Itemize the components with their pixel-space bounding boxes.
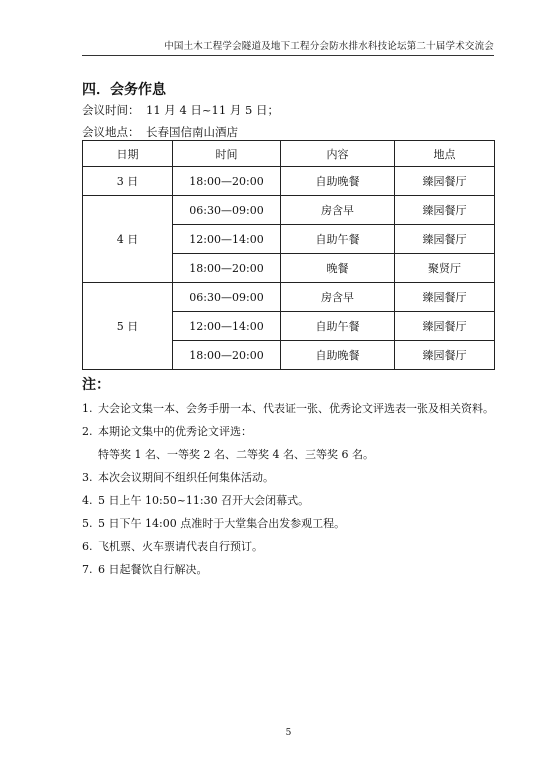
list-item bbox=[82, 558, 512, 581]
note-number: 5. bbox=[82, 517, 93, 530]
header-place: 地点 bbox=[395, 141, 495, 167]
note-text: 5 日下午 14:00 点准时于大堂集合出发参观工程。 bbox=[98, 517, 346, 530]
time-cell: 06:30—09:00 bbox=[173, 196, 281, 225]
time-cell: 18:00—20:00 bbox=[173, 254, 281, 283]
list-item bbox=[82, 397, 512, 420]
meeting-time-value: 11 月 4 日~11 月 5 日； bbox=[146, 103, 279, 117]
day-cell: 3 日 bbox=[83, 167, 173, 196]
table-row bbox=[83, 196, 495, 225]
note-text: 5 日上午 10:50~11:30 召开大会闭幕式。 bbox=[98, 494, 310, 507]
place-cell: 臻园餐厅 bbox=[395, 196, 495, 225]
header-content: 内容 bbox=[281, 141, 395, 167]
running-header: 中国土木工程学会隧道及地下工程分会防水排水科技论坛第二十届学术交流会 bbox=[164, 41, 494, 52]
header-divider bbox=[82, 55, 494, 56]
content-cell: 自助晚餐 bbox=[281, 167, 395, 196]
notes-list bbox=[82, 397, 512, 581]
time-cell: 18:00—20:00 bbox=[173, 167, 281, 196]
note-subtext: 特等奖 1 名、一等奖 2 名、二等奖 4 名、三等奖 6 名。 bbox=[98, 448, 374, 461]
list-item bbox=[82, 535, 512, 558]
page-number: 5 bbox=[285, 728, 292, 738]
place-cell: 聚贤厅 bbox=[395, 254, 495, 283]
note-text: 本次会议期间不组织任何集体活动。 bbox=[98, 471, 274, 484]
schedule-table bbox=[82, 140, 495, 370]
list-item bbox=[82, 466, 512, 489]
place-cell: 臻园餐厅 bbox=[395, 283, 495, 312]
time-cell: 06:30—09:00 bbox=[173, 283, 281, 312]
list-item bbox=[82, 489, 512, 512]
content-cell: 房含早 bbox=[281, 283, 395, 312]
note-number: 3. bbox=[82, 471, 93, 484]
note-number: 6. bbox=[82, 540, 93, 553]
meeting-time-label: 会议时间： bbox=[82, 103, 140, 117]
note-number: 2. bbox=[82, 425, 93, 438]
time-cell: 12:00—14:00 bbox=[173, 225, 281, 254]
content-cell: 自助午餐 bbox=[281, 225, 395, 254]
section-title: 四．会务作息 bbox=[82, 82, 166, 98]
list-item bbox=[82, 512, 512, 535]
day-cell: 4 日 bbox=[83, 196, 173, 283]
place-cell: 臻园餐厅 bbox=[395, 225, 495, 254]
list-item bbox=[82, 420, 512, 466]
place-cell: 臻园餐厅 bbox=[395, 167, 495, 196]
table-header-row bbox=[83, 141, 495, 167]
content-cell: 房含早 bbox=[281, 196, 395, 225]
notes-title: 注： bbox=[82, 377, 110, 393]
note-text: 6 日起餐饮自行解决。 bbox=[98, 563, 208, 576]
note-number: 1. bbox=[82, 402, 93, 415]
meeting-place-label: 会议地点： bbox=[82, 125, 140, 139]
header-date: 日期 bbox=[83, 141, 173, 167]
note-number: 7. bbox=[82, 563, 93, 576]
header-time: 时间 bbox=[173, 141, 281, 167]
place-cell: 臻园餐厅 bbox=[395, 341, 495, 370]
content-cell: 晚餐 bbox=[281, 254, 395, 283]
content-cell: 自助晚餐 bbox=[281, 341, 395, 370]
day-cell: 5 日 bbox=[83, 283, 173, 370]
meeting-time bbox=[82, 102, 279, 118]
time-cell: 18:00—20:00 bbox=[173, 341, 281, 370]
content-cell: 自助午餐 bbox=[281, 312, 395, 341]
note-text: 飞机票、火车票请代表自行预订。 bbox=[98, 540, 263, 553]
note-text: 大会论文集一本、会务手册一本、代表证一张、优秀论文评选表一张及相关资料。 bbox=[98, 402, 494, 415]
table-row bbox=[83, 283, 495, 312]
table-row bbox=[83, 167, 495, 196]
time-cell: 12:00—14:00 bbox=[173, 312, 281, 341]
meeting-place bbox=[82, 124, 238, 140]
place-cell: 臻园餐厅 bbox=[395, 312, 495, 341]
meeting-place-value: 长春国信南山酒店 bbox=[146, 125, 238, 139]
note-number: 4. bbox=[82, 494, 93, 507]
note-text: 本期论文集中的优秀论文评选： bbox=[98, 425, 252, 438]
